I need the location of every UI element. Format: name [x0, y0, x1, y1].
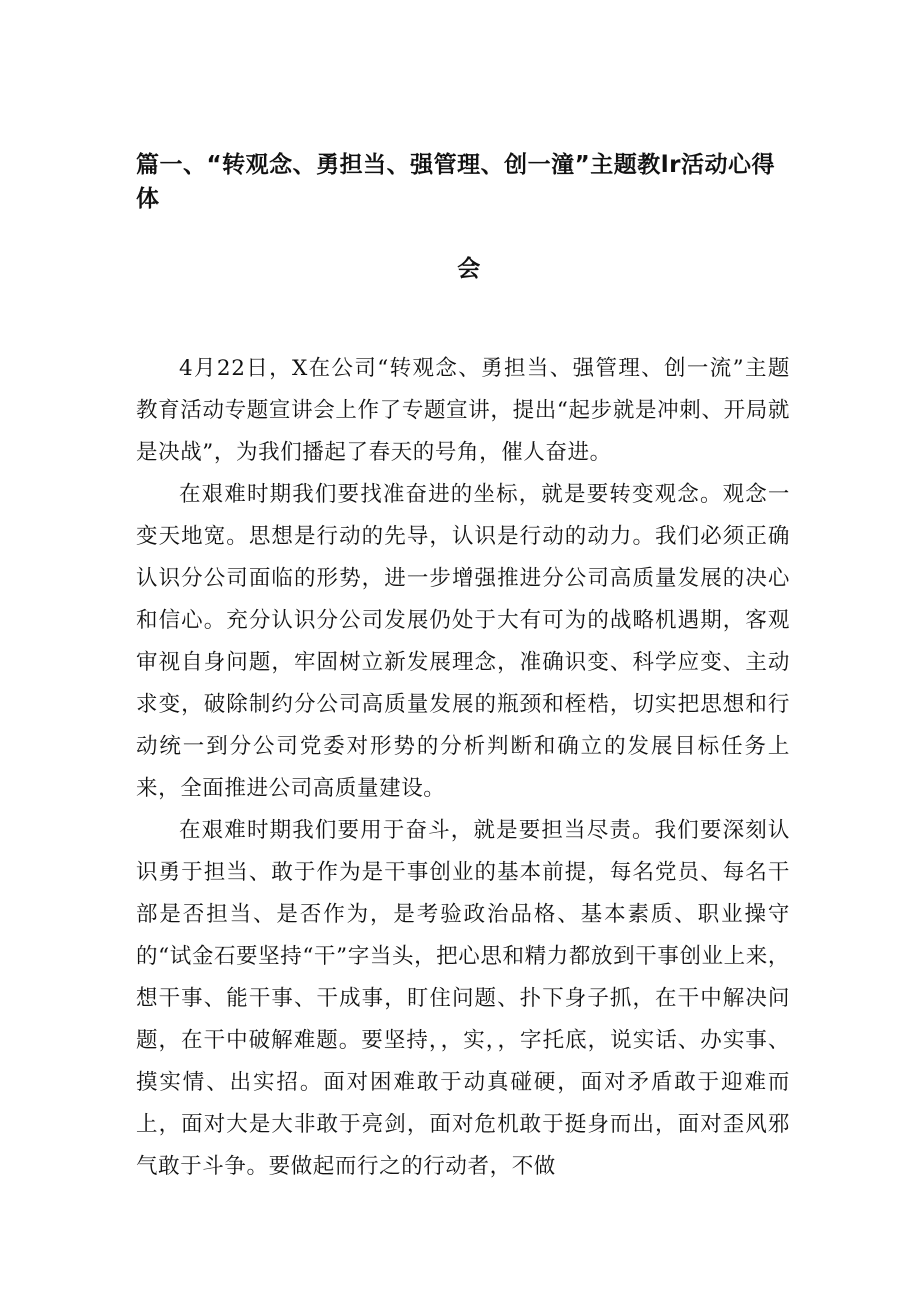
document-title-line-1: 篇一、“转观念、勇担当、强管理、创一潼”主题教lr活动心得: [136, 152, 775, 178]
document-title-line-2: 体: [136, 186, 160, 212]
paragraph-1: 4月22日，X在公司“转观念、勇担当、强管理、创一流”主题教育活动专题宣讲会上作了专题宣讲，提出“起步就是冲刺、开局就是决战”，为我们播起了春天的号角，催人奋进。: [136, 356, 790, 465]
paragraph-2: 在艰难时期我们要找准奋进的坐标，就是要转变观念。观念一变天地宽。思想是行动的先导，认识是行动的动力。我们必须正确认识分公司面临的形势，进一步增强推进分公司高质量发展的决心和信心。充分认识分公司发展仍处于大有可为的战略机遇期，客观审视自身问题，牢固树立新发展理念，准确识变、科学应变、主动求变，破除制约分公司高质量发展的瓶颈和桎梏，切实把思想和行动统一到分公司党委对形势的分析判断和确立的发展目标任务上来，全面推进公司高质量建设。: [136, 482, 790, 801]
document-title-line-3: 会: [457, 256, 481, 282]
paragraph-3: 在艰难时期我们要用于奋斗，就是要担当尽责。我们要深刻认识勇于担当、敢于作为是干事创业的基本前提，每名党员、每名干部是否担当、是否作为，是考验政治品格、基本素质、职业操守的“试金石要坚持“干”字当头，把心思和精力都放到干事创业上来，想干事、能干事、干成事，盯住问题、扑下身子抓，在干中解决问题，在干中破解难题。要坚持，，实，，字托底，说实话、办实事、摸实情、出实招。面对困难敢于动真碰硬，面对矛盾敢于迎难而上，面对大是大非敢于亮剑，面对危机敢于挺身而出，面对歪风邪气敢于斗争。要做起而行之的行动者，不做: [136, 818, 790, 1179]
document-body: [136, 348, 790, 1188]
